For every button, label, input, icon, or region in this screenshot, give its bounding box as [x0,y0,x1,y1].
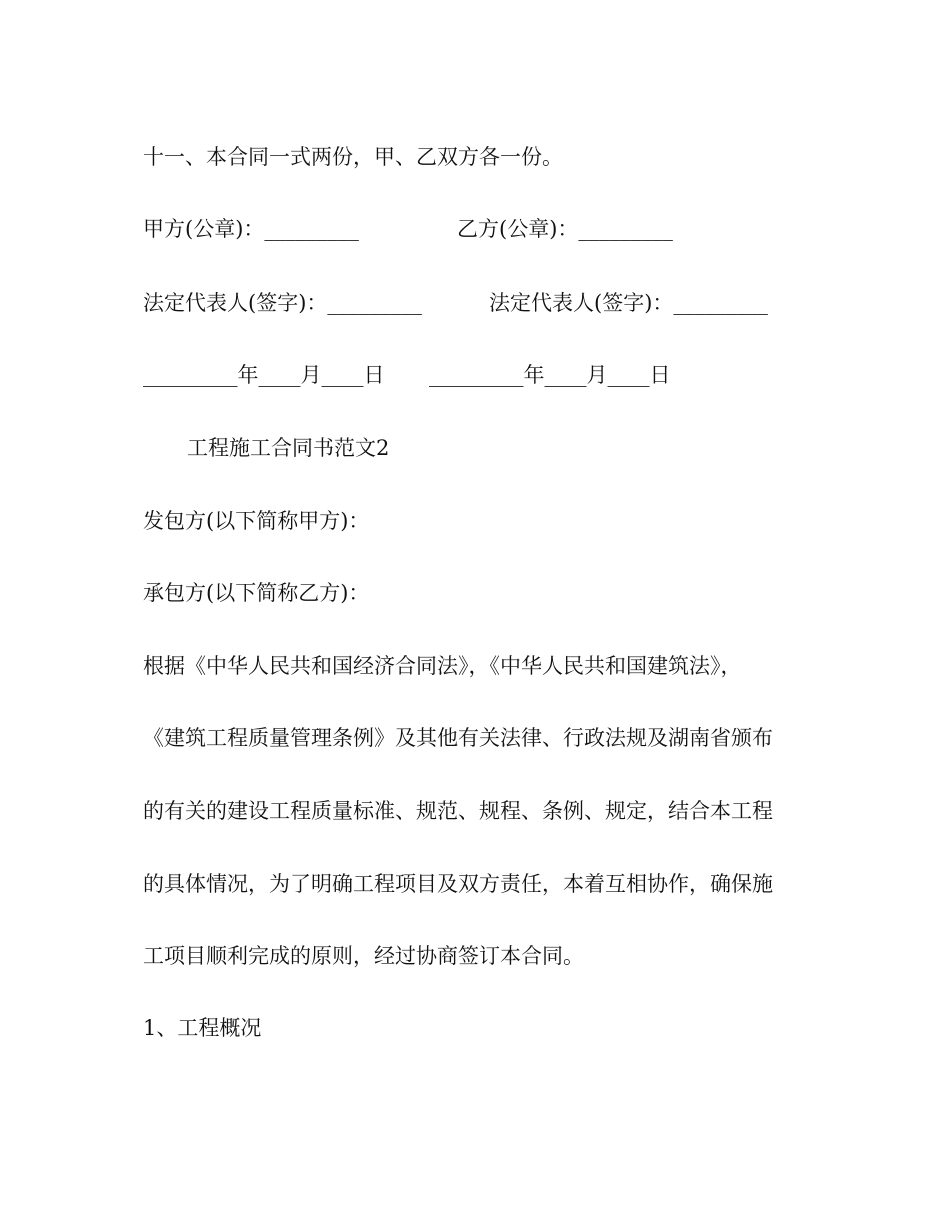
item-1-heading: 1、工程概况 [143,1016,262,1040]
body-line: 工项目顺利完成的原则，经过协商签订本合同。 [143,944,584,968]
legal-rep-b: 法定代表人(签字)：_________ [489,291,768,315]
party-b-seal: 乙方(公章)：_________ [457,217,673,241]
body-line: 的具体情况，为了明确工程项目及双方责任，本着互相协作，确保施 [143,872,773,896]
clause-11: 十一、本合同一式两份，甲、乙双方各一份。 [143,145,563,169]
body-line: 《建筑工程质量管理条例》及其他有关法律、行政法规及湖南省颁布 [143,726,773,750]
body-line: 的有关的建设工程质量标准、规范、规程、条例、规定，结合本工程 [143,799,773,823]
employer-line: 发包方(以下简称甲方)： [143,509,370,533]
body-line: 根据《中华人民共和国经济合同法》，《中华人民共和国建筑法》， [143,654,742,678]
legal-rep-a: 法定代表人(签字)：_________ [143,291,422,315]
date-b: _________年____月____日 [429,363,671,387]
date-a: _________年____月____日 [143,363,385,387]
section-title: 工程施工合同书范文2 [187,436,390,460]
party-a-seal: 甲方(公章)：_________ [143,217,359,241]
contractor-line: 承包方(以下简称乙方)： [143,581,370,605]
